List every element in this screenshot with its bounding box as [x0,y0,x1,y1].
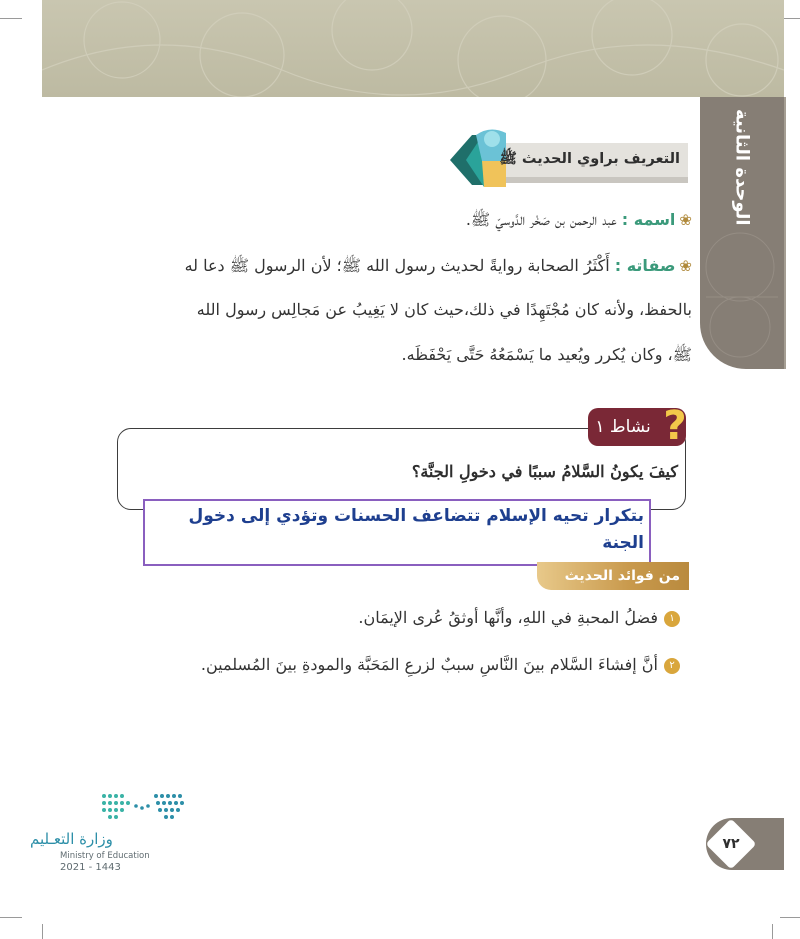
benefit-text: أنَّ إفشاءَ السَّلام بينَ النَّاسِ سببٌ لزرعِ المَحَبَّة والمودةِ بينَ المُسلمين. [200,655,658,674]
ministry-year: 2021 - 1443 [60,862,121,873]
side-rule [784,97,786,369]
activity-label: نشاط ١ [595,417,651,437]
ministry-name-english: Ministry of Education [60,851,150,861]
activity-question: كيفَ يكونُ السَّلامُ سببًا في دخولِ الجنَّة؟ [411,462,678,481]
unit-label: الوحدة الثانية [731,108,753,226]
name-line [340,210,692,236]
answer-text[interactable]: بتكرار تحيه الإسلام تتضاعف الحسنات وتؤدي إلى دخول الجنة [188,506,644,553]
page-number: ٧٢ [722,836,740,852]
ministry-name-arabic: وزارة التعـليم [30,830,113,848]
name-text: عبد الرحمن بن صَخْر الدَّوسيّ ﷺ. [465,210,617,229]
section-title: التعريف براوي الحديث ﷺ [499,151,680,167]
ministry-logo-icon [100,790,192,824]
flower-bullet-icon: ❀ [679,211,692,229]
benefit-item-1 [300,608,680,634]
top-banner [42,0,784,97]
traits-label: صفاته : [614,256,676,275]
name-label: اسمه : [621,210,676,229]
traits-text-1: أَكْثَرُ الصحابة روايةً لحديث رسول الله ﷺ؛ لأن الرسول ﷺ دعا له [184,256,610,275]
traits-line-1 [100,256,692,282]
flower-bullet-icon: ❀ [679,257,692,275]
number-badge-icon: ١ [664,611,680,627]
benefit-text: فضلُ المحبةِ في اللهِ، وأنَّها أوثقُ عُرى الإيمَان. [358,608,658,627]
traits-line-2: بالحفظ، ولأنه كان مُجْتَهِدًا في ذلك،حيث كان لا يَغِيبُ عن مَجالِس رسول الله [196,300,692,319]
crop-mark [42,924,43,939]
crop-mark [0,18,22,19]
number-badge-icon: ٢ [664,658,680,674]
question-mark-icon: ? [663,403,687,449]
banner-pattern [42,0,784,97]
crop-mark [0,917,22,918]
traits-line-3: ﷺ، وكان يُكرر ويُعيد ما يَسْمَعُهُ حَتَّى يَحْفَظَه. [401,345,692,364]
benefits-label: من فوائد الحديث [564,568,680,584]
crop-mark [780,917,800,918]
crop-mark [772,924,773,939]
benefit-item-2 [150,655,680,681]
